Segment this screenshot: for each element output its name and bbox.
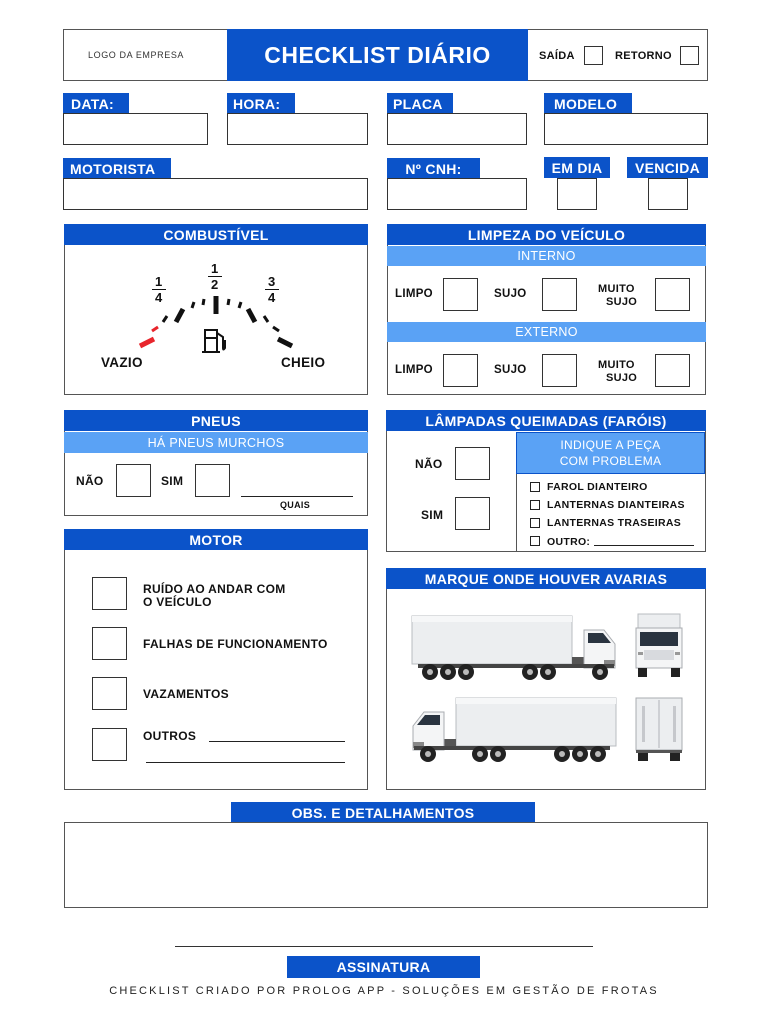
fuel-gauge-icon xyxy=(130,288,300,358)
data-label: DATA: xyxy=(63,93,129,114)
lampadas-indique-line-1: INDIQUE A PEÇA xyxy=(560,438,661,452)
farol-dianteiro-label: FAROL DIANTEIRO xyxy=(547,481,648,493)
externo-subtitle: EXTERNO xyxy=(387,322,706,342)
pneus-sim-label: SIM xyxy=(161,474,184,488)
motor-vazamentos-checkbox[interactable] xyxy=(92,677,127,710)
data-field[interactable] xyxy=(63,113,208,145)
pneus-title: PNEUS xyxy=(64,410,368,431)
externo-limpo-checkbox[interactable] xyxy=(443,354,478,387)
lampadas-outro-label: OUTRO: xyxy=(547,536,591,548)
motor-falhas-label: FALHAS DE FUNCIONAMENTO xyxy=(143,637,328,651)
vencida-checkbox[interactable] xyxy=(648,178,688,210)
externo-muito-label: MUITO xyxy=(598,359,635,371)
lampadas-outro-line[interactable] xyxy=(594,545,694,546)
farol-dianteiro-checkbox[interactable] xyxy=(530,482,540,492)
motorista-field[interactable] xyxy=(63,178,368,210)
placa-field[interactable] xyxy=(387,113,527,145)
lampadas-divider xyxy=(516,474,517,552)
signature-line[interactable] xyxy=(175,946,593,947)
pneus-nao-checkbox[interactable] xyxy=(116,464,151,497)
motor-ruido-label-2: O VEÍCULO xyxy=(143,595,212,609)
retorno-checkbox[interactable] xyxy=(680,46,699,65)
saida-checkbox[interactable] xyxy=(584,46,603,65)
motor-outros-label: OUTROS xyxy=(143,729,197,743)
lampadas-nao-label: NÃO xyxy=(415,457,443,471)
motor-falhas-checkbox[interactable] xyxy=(92,627,127,660)
lanternas-traseiras-checkbox[interactable] xyxy=(530,518,540,528)
fuel-pump-icon xyxy=(202,330,225,352)
externo-muito-sujo-checkbox[interactable] xyxy=(655,354,690,387)
retorno-label: RETORNO xyxy=(615,50,672,62)
interno-limpo-label: LIMPO xyxy=(395,288,433,300)
lanternas-dianteiras-label: LANTERNAS DIANTEIRAS xyxy=(547,499,685,511)
obs-textarea[interactable] xyxy=(64,822,708,908)
quarter-1-num: 1 xyxy=(155,274,163,289)
obs-title: OBS. E DETALHAMENTOS xyxy=(231,802,535,823)
footer-credit: CHECKLIST CRIADO POR PROLOG APP - SOLUÇÕES EM GESTÃO DE FROTAS xyxy=(109,985,659,997)
hora-label: HORA: xyxy=(227,93,295,114)
truck-side-right-image[interactable] xyxy=(408,612,620,682)
placa-label: PLACA xyxy=(387,93,453,114)
modelo-field[interactable] xyxy=(544,113,708,145)
vencida-label: VENCIDA xyxy=(627,157,708,178)
cheio-label: CHEIO xyxy=(281,355,326,370)
pneus-subtitle: HÁ PNEUS MURCHOS xyxy=(64,432,368,453)
lanternas-traseiras-label: LANTERNAS TRASEIRAS xyxy=(547,517,682,529)
motor-ruido-label-1: RUÍDO AO ANDAR COM xyxy=(143,582,286,596)
em-dia-checkbox[interactable] xyxy=(557,178,597,210)
lampadas-title: LÂMPADAS QUEIMADAS (FARÓIS) xyxy=(386,410,706,431)
motor-ruido-checkbox[interactable] xyxy=(92,577,127,610)
hora-field[interactable] xyxy=(227,113,368,145)
externo-sujo-checkbox[interactable] xyxy=(542,354,577,387)
motorista-label: MOTORISTA xyxy=(63,158,171,179)
cnh-field[interactable] xyxy=(387,178,527,210)
pneus-quais-line[interactable] xyxy=(241,496,353,497)
interno-sujo-checkbox[interactable] xyxy=(542,278,577,311)
assinatura-label: ASSINATURA xyxy=(287,956,480,978)
truck-side-left-image[interactable] xyxy=(408,694,620,764)
avarias-title: MARQUE ONDE HOUVER AVARIAS xyxy=(386,568,706,589)
motor-outros-line-2[interactable] xyxy=(146,762,345,763)
truck-rear-image[interactable] xyxy=(632,696,686,762)
interno-sujo-label: SUJO xyxy=(494,288,527,300)
motor-outros-checkbox[interactable] xyxy=(92,728,127,761)
quarter-1-den: 4 xyxy=(155,290,163,305)
externo-sujo-label: SUJO xyxy=(494,364,527,376)
company-logo-placeholder: LOGO DA EMPRESA xyxy=(88,50,185,60)
motor-vazamentos-label: VAZAMENTOS xyxy=(143,687,229,701)
quarter-2-den: 2 xyxy=(211,277,219,292)
externo-limpo-label: LIMPO xyxy=(395,364,433,376)
pneus-nao-label: NÃO xyxy=(76,474,104,488)
lampadas-sim-label: SIM xyxy=(421,508,444,522)
cnh-label: Nº CNH: xyxy=(387,158,480,179)
lampadas-sim-checkbox[interactable] xyxy=(455,497,490,530)
pneus-quais-label: QUAIS xyxy=(280,500,311,510)
page-title: CHECKLIST DIÁRIO xyxy=(227,29,528,81)
modelo-label: MODELO xyxy=(544,93,632,114)
limpeza-title: LIMPEZA DO VEÍCULO xyxy=(387,224,706,245)
quarter-2-num: 1 xyxy=(211,261,219,276)
pneus-sim-checkbox[interactable] xyxy=(195,464,230,497)
lampadas-indique-line-2: COM PROBLEMA xyxy=(559,454,662,468)
quarter-3-den: 4 xyxy=(268,290,276,305)
vazio-label: VAZIO xyxy=(101,355,143,370)
interno-muito-sujo-checkbox[interactable] xyxy=(655,278,690,311)
lampadas-outro-checkbox[interactable] xyxy=(530,536,540,546)
saida-label: SAÍDA xyxy=(539,50,575,62)
quarter-3-num: 3 xyxy=(268,274,276,289)
em-dia-label: EM DIA xyxy=(544,157,610,178)
interno-limpo-checkbox[interactable] xyxy=(443,278,478,311)
interno-muito-label: MUITO xyxy=(598,283,635,295)
lanternas-dianteiras-checkbox[interactable] xyxy=(530,500,540,510)
interno-muito-sujo-label: SUJO xyxy=(606,296,638,308)
motor-outros-line-1[interactable] xyxy=(209,741,345,742)
externo-muito-sujo-label: SUJO xyxy=(606,372,638,384)
interno-subtitle: INTERNO xyxy=(387,246,706,266)
truck-front-image[interactable] xyxy=(632,612,686,678)
motor-title: MOTOR xyxy=(64,529,368,550)
lampadas-nao-checkbox[interactable] xyxy=(455,447,490,480)
combustivel-title: COMBUSTÍVEL xyxy=(64,224,368,245)
